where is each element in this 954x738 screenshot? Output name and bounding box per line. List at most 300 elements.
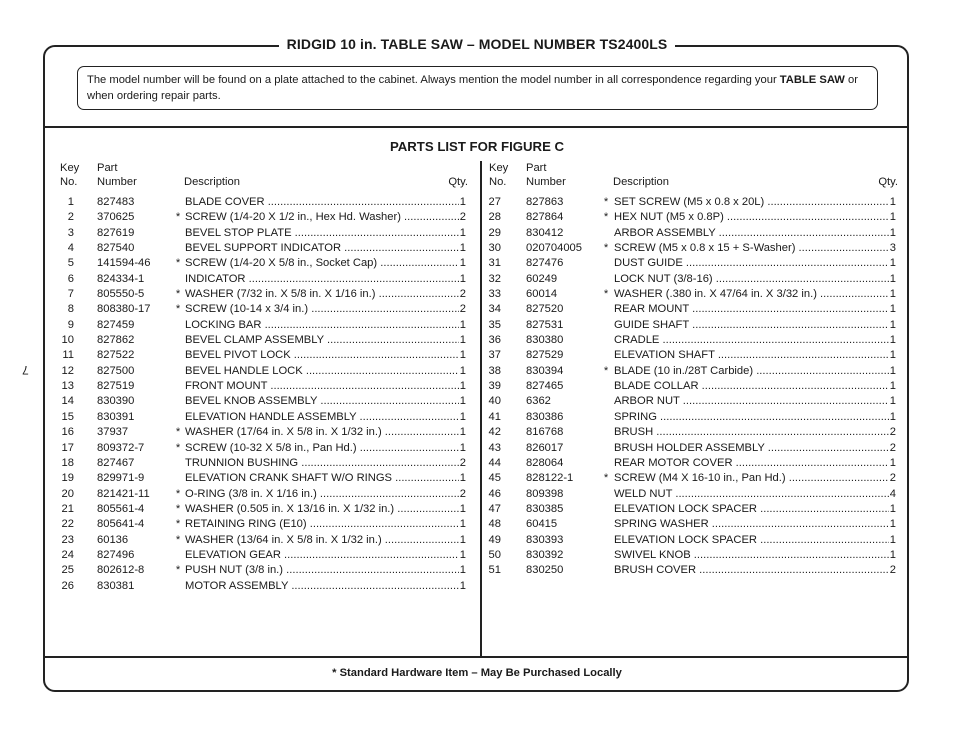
part-row <box>486 318 898 333</box>
footer-note: * Standard Hardware Item – May Be Purchased Locally <box>332 667 622 679</box>
part-row <box>486 226 898 241</box>
part-description: BRUSH COVER ..... <box>614 563 892 578</box>
part-description: BEVEL KNOB ASSEMBLY ..... <box>185 394 463 409</box>
part-number: 805550-5 <box>97 288 145 301</box>
part-quantity: 1 <box>459 256 466 271</box>
column-header <box>56 161 470 195</box>
standard-hardware-mark: * <box>603 211 609 224</box>
standard-hardware-mark: * <box>603 242 609 255</box>
standard-hardware-mark: * <box>603 196 609 208</box>
part-key-number: 14 <box>61 395 74 408</box>
part-description: O-RING (3/8 in. X 1/16 in.) ..... <box>185 487 463 502</box>
part-number: 830391 <box>97 410 135 423</box>
part-number: 827465 <box>526 380 564 393</box>
part-description: LOCKING BAR ..... <box>185 318 463 333</box>
part-quantity: 1 <box>459 394 466 409</box>
part-key-number: 47 <box>488 502 501 515</box>
part-key-number: 48 <box>488 518 501 531</box>
part-quantity: 2 <box>889 471 896 486</box>
standard-hardware-mark: * <box>175 288 181 301</box>
part-quantity: 1 <box>889 333 896 348</box>
part-number: 802612-8 <box>97 564 145 577</box>
part-row <box>56 379 470 394</box>
standard-hardware-mark: * <box>603 472 609 485</box>
part-number: 827483 <box>97 196 135 208</box>
part-quantity: 1 <box>459 533 466 548</box>
part-row <box>56 394 470 409</box>
part-number: 827520 <box>526 303 564 316</box>
part-key-number: 23 <box>61 533 74 546</box>
part-key-number: 35 <box>488 318 501 331</box>
part-number: 827467 <box>97 456 135 469</box>
part-row <box>486 379 898 394</box>
part-quantity: 1 <box>459 548 466 563</box>
part-row <box>56 441 470 456</box>
part-row <box>56 517 470 532</box>
divider-top <box>44 126 908 128</box>
part-description: BLADE (10 in./28T Carbide) ..... <box>614 364 892 379</box>
part-quantity: 3 <box>889 241 896 256</box>
page-header <box>0 36 954 54</box>
part-row <box>56 333 470 348</box>
part-quantity: 1 <box>459 441 466 456</box>
part-quantity: 1 <box>889 287 896 302</box>
part-quantity: 1 <box>459 425 466 440</box>
part-quantity: 1 <box>889 364 896 379</box>
part-quantity: 1 <box>459 195 466 210</box>
note-bold-text: TABLE SAW <box>779 74 845 86</box>
page-number: 7 <box>22 363 29 377</box>
part-number: 827500 <box>97 364 135 377</box>
part-number: 828122-1 <box>526 472 574 485</box>
part-key-number: 24 <box>61 548 74 561</box>
part-quantity: 1 <box>889 256 896 271</box>
part-row <box>56 348 470 363</box>
part-key-number: 5 <box>67 257 74 270</box>
part-quantity: 4 <box>889 487 896 502</box>
part-description: ELEVATION HANDLE ASSEMBLY ..... <box>185 410 463 425</box>
part-number: 827522 <box>97 349 135 362</box>
part-quantity: 1 <box>459 364 466 379</box>
part-number: 827863 <box>526 196 564 208</box>
part-description: BEVEL SUPPORT INDICATOR ..... <box>185 241 463 256</box>
standard-hardware-mark: * <box>175 441 181 454</box>
part-description: BEVEL HANDLE LOCK ..... <box>185 364 463 379</box>
part-key-number: 49 <box>488 533 501 546</box>
part-description: SCREW (10-14 x 3/4 in.) ..... <box>185 302 463 317</box>
part-quantity: 1 <box>889 302 896 317</box>
part-key-number: 51 <box>488 564 501 577</box>
part-quantity: 2 <box>459 302 466 317</box>
part-quantity: 1 <box>889 548 896 563</box>
part-description: WASHER (17/64 in. X 5/8 in. X 1/32 in.) ..... <box>185 425 463 440</box>
part-description: FRONT MOUNT ..... <box>185 379 463 394</box>
part-number: 830412 <box>526 226 564 239</box>
part-key-number: 3 <box>67 226 74 239</box>
part-key-number: 41 <box>488 410 501 423</box>
part-row <box>56 410 470 425</box>
part-quantity: 2 <box>889 425 896 440</box>
part-quantity: 1 <box>889 533 896 548</box>
part-number: 827529 <box>526 349 564 362</box>
part-description: SCREW (1/4-20 X 1/2 in., Hex Hd. Washer) ..... <box>185 210 463 225</box>
part-number: 37937 <box>97 426 129 439</box>
part-number: 60014 <box>526 288 558 301</box>
part-key-number: 22 <box>61 518 74 531</box>
standard-hardware-mark: * <box>175 518 181 531</box>
part-number: 141594-46 <box>97 257 151 270</box>
standard-hardware-mark: * <box>175 533 181 546</box>
part-row <box>486 364 898 379</box>
part-key-number: 2 <box>67 211 74 224</box>
part-description: BLADE COLLAR ..... <box>614 379 892 394</box>
model-number-note <box>77 66 878 110</box>
part-number: 827619 <box>97 226 135 239</box>
part-number: 830394 <box>526 364 564 377</box>
standard-hardware-mark: * <box>175 487 181 500</box>
part-quantity: 1 <box>459 348 466 363</box>
part-quantity: 1 <box>889 210 896 225</box>
part-description: WASHER (.380 in. X 47/64 in. X 3/32 in.) ..... <box>614 287 892 302</box>
part-number: 808380-17 <box>97 303 151 316</box>
part-row <box>56 487 470 502</box>
part-row <box>486 548 898 563</box>
note-text-before: The model number will be found on a plate attached to the cabinet. Always mention the model number in all correspondence regarding your <box>87 74 780 86</box>
part-key-number: 46 <box>488 487 501 500</box>
part-row <box>56 272 470 287</box>
part-key-number: 8 <box>67 303 74 316</box>
part-key-number: 34 <box>488 303 501 316</box>
part-quantity: 1 <box>889 348 896 363</box>
part-description: HEX NUT (M5 x 0.8P) ..... <box>614 210 892 225</box>
part-quantity: 1 <box>459 318 466 333</box>
part-quantity: 1 <box>889 456 896 471</box>
part-description: ELEVATION LOCK SPACER ..... <box>614 533 892 548</box>
part-key-number: 45 <box>488 472 501 485</box>
column-header <box>486 161 898 195</box>
standard-hardware-mark: * <box>175 426 181 439</box>
part-key-number: 15 <box>61 410 74 423</box>
part-row <box>486 456 898 471</box>
part-description: REAR MOUNT ..... <box>614 302 892 317</box>
part-description: BEVEL CLAMP ASSEMBLY ..... <box>185 333 463 348</box>
part-description: SPRING WASHER ..... <box>614 517 892 532</box>
part-description: BLADE COVER ..... <box>185 195 463 210</box>
part-quantity: 2 <box>459 456 466 471</box>
part-number: 827864 <box>526 211 564 224</box>
part-description: BRUSH HOLDER ASSEMBLY ..... <box>614 441 892 456</box>
part-description: ELEVATION SHAFT ..... <box>614 348 892 363</box>
part-row <box>486 410 898 425</box>
part-number: 805561-4 <box>97 502 145 515</box>
part-key-number: 39 <box>488 380 501 393</box>
part-number: 830381 <box>97 579 135 592</box>
part-number: 821421-11 <box>97 487 150 500</box>
part-row <box>56 533 470 548</box>
standard-hardware-mark: * <box>175 502 181 515</box>
part-quantity: 2 <box>889 563 896 578</box>
part-key-number: 42 <box>488 426 501 439</box>
part-number: 809372-7 <box>97 441 145 454</box>
part-quantity: 2 <box>459 210 466 225</box>
part-quantity: 1 <box>459 272 466 287</box>
part-number: 827531 <box>526 318 564 331</box>
part-description: PUSH NUT (3/8 in.) ..... <box>185 563 463 578</box>
part-row <box>56 195 470 210</box>
part-quantity: 1 <box>459 517 466 532</box>
part-number: 370625 <box>97 211 135 224</box>
part-key-number: 12 <box>61 364 74 377</box>
part-description: SWIVEL KNOB ..... <box>614 548 892 563</box>
part-quantity: 1 <box>889 517 896 532</box>
part-row <box>56 456 470 471</box>
part-number: 827476 <box>526 257 564 270</box>
part-description: SCREW (10-32 X 5/8 in., Pan Hd.) ..... <box>185 441 463 456</box>
part-key-number: 31 <box>488 257 501 270</box>
part-description: ARBOR NUT ..... <box>614 394 892 409</box>
part-key-number: 1 <box>67 196 74 208</box>
part-row <box>486 210 898 225</box>
part-key-number: 44 <box>488 456 501 469</box>
part-row <box>486 425 898 440</box>
part-quantity: 1 <box>459 563 466 578</box>
standard-hardware-mark: * <box>175 257 181 270</box>
part-quantity: 1 <box>889 272 896 287</box>
part-number: 60249 <box>526 272 558 285</box>
parts-rows-right <box>486 195 898 579</box>
header-key-line1: Key <box>60 162 80 174</box>
part-row <box>56 226 470 241</box>
part-number: 805641-4 <box>97 518 145 531</box>
part-key-number: 38 <box>488 364 501 377</box>
part-key-number: 50 <box>488 548 501 561</box>
part-key-number: 18 <box>61 456 74 469</box>
part-number: 830386 <box>526 410 564 423</box>
part-row <box>486 394 898 409</box>
part-number: 827540 <box>97 242 135 255</box>
part-quantity: 1 <box>459 471 466 486</box>
part-description: MOTOR ASSEMBLY ..... <box>185 579 463 594</box>
part-key-number: 11 <box>62 349 74 362</box>
part-number: 827862 <box>97 334 135 347</box>
header-title: RIDGID 10 in. TABLE SAW – MODEL NUMBER TS2400LS <box>279 36 676 52</box>
part-number: 830393 <box>526 533 564 546</box>
part-row <box>56 210 470 225</box>
column-divider <box>480 161 482 657</box>
part-row <box>56 563 470 578</box>
part-number: 60415 <box>526 518 558 531</box>
header-part-line2: Number <box>526 176 566 188</box>
part-row <box>486 348 898 363</box>
part-row <box>56 256 470 271</box>
standard-hardware-mark: * <box>175 303 181 316</box>
part-description: SET SCREW (M5 x 0.8 x 20L) ..... <box>614 195 892 210</box>
part-row <box>486 333 898 348</box>
parts-column-right <box>486 161 898 579</box>
header-part-line2: Number <box>97 176 137 188</box>
part-key-number: 33 <box>488 288 501 301</box>
part-quantity: 2 <box>459 487 466 502</box>
standard-hardware-mark: * <box>603 364 609 377</box>
part-number: 829971-9 <box>97 472 145 485</box>
part-number: 816768 <box>526 426 564 439</box>
part-description: SPRING ..... <box>614 410 892 425</box>
part-number: 830392 <box>526 548 564 561</box>
part-description: WASHER (13/64 in. X 5/8 in. X 1/32 in.) ..... <box>185 533 463 548</box>
part-number: 6362 <box>526 395 551 408</box>
part-row <box>486 533 898 548</box>
part-row <box>56 287 470 302</box>
part-key-number: 17 <box>61 441 74 454</box>
part-row <box>56 302 470 317</box>
part-key-number: 4 <box>67 242 74 255</box>
part-description: LOCK NUT (3/8-16) ..... <box>614 272 892 287</box>
part-key-number: 10 <box>61 334 74 347</box>
part-key-number: 21 <box>61 502 74 515</box>
part-description: INDICATOR ..... <box>185 272 463 287</box>
part-key-number: 36 <box>488 334 501 347</box>
part-description: ARBOR ASSEMBLY ..... <box>614 226 892 241</box>
part-quantity: 2 <box>459 287 466 302</box>
header-description: Description <box>184 176 240 188</box>
part-number: 827496 <box>97 548 135 561</box>
part-quantity: 1 <box>459 502 466 517</box>
header-qty: Qty. <box>448 176 468 188</box>
part-quantity: 1 <box>889 195 896 210</box>
part-key-number: 13 <box>61 380 74 393</box>
note-text-after: or when ordering repair parts. <box>87 74 858 102</box>
part-quantity: 1 <box>889 394 896 409</box>
part-description: BEVEL PIVOT LOCK ..... <box>185 348 463 363</box>
part-row <box>486 563 898 578</box>
part-description: WASHER (0.505 in. X 13/16 in. X 1/32 in.) ..... <box>185 502 463 517</box>
part-description: GUIDE SHAFT ..... <box>614 318 892 333</box>
part-quantity: 1 <box>889 379 896 394</box>
part-quantity: 1 <box>459 579 466 594</box>
part-row <box>486 256 898 271</box>
part-description: BRUSH ..... <box>614 425 892 440</box>
part-row <box>486 241 898 256</box>
part-description: SCREW (1/4-20 X 5/8 in., Socket Cap) ..... <box>185 256 463 271</box>
part-quantity: 1 <box>459 333 466 348</box>
part-description: ELEVATION LOCK SPACER ..... <box>614 502 892 517</box>
part-key-number: 32 <box>488 272 501 285</box>
part-number: 827459 <box>97 318 135 331</box>
part-key-number: 9 <box>67 318 74 331</box>
part-key-number: 26 <box>61 579 74 592</box>
part-key-number: 6 <box>67 272 74 285</box>
part-description: BEVEL STOP PLATE ..... <box>185 226 463 241</box>
standard-hardware-mark: * <box>175 564 181 577</box>
part-description: RETAINING RING (E10) ..... <box>185 517 463 532</box>
part-row <box>56 502 470 517</box>
part-number: 826017 <box>526 441 564 454</box>
part-number: 827519 <box>97 380 135 393</box>
header-part-line1: Part <box>526 162 547 174</box>
header-key-line2: No. <box>489 176 507 188</box>
part-description: SCREW (M4 X 16-10 in., Pan Hd.) ..... <box>614 471 892 486</box>
divider-bottom <box>44 656 908 658</box>
part-row <box>56 425 470 440</box>
part-quantity: 1 <box>459 410 466 425</box>
header-description: Description <box>613 176 669 188</box>
part-key-number: 28 <box>488 211 501 224</box>
part-quantity: 1 <box>459 226 466 241</box>
part-number: 830380 <box>526 334 564 347</box>
part-number: 830250 <box>526 564 564 577</box>
part-quantity: 1 <box>889 502 896 517</box>
part-row <box>56 318 470 333</box>
part-quantity: 1 <box>889 410 896 425</box>
part-number: 830390 <box>97 395 135 408</box>
standard-hardware-mark: * <box>603 288 609 301</box>
part-row <box>56 364 470 379</box>
part-row <box>486 471 898 486</box>
part-number: 824334-1 <box>97 272 145 285</box>
part-description: WELD NUT ..... <box>614 487 892 502</box>
part-quantity: 1 <box>889 226 896 241</box>
part-number: 60136 <box>97 533 129 546</box>
part-description: ELEVATION GEAR ..... <box>185 548 463 563</box>
parts-rows-left <box>56 195 470 594</box>
part-description: DUST GUIDE ..... <box>614 256 892 271</box>
part-quantity: 1 <box>889 318 896 333</box>
part-key-number: 43 <box>488 441 501 454</box>
part-number: 828064 <box>526 456 564 469</box>
parts-column-left <box>56 161 470 594</box>
standard-hardware-mark: * <box>175 211 181 224</box>
part-quantity: 1 <box>459 379 466 394</box>
part-quantity: 1 <box>459 241 466 256</box>
part-number: 809398 <box>526 487 564 500</box>
part-row <box>486 517 898 532</box>
part-key-number: 25 <box>61 564 74 577</box>
part-description: CRADLE ..... <box>614 333 892 348</box>
part-row <box>56 548 470 563</box>
part-row <box>56 241 470 256</box>
part-key-number: 16 <box>61 426 74 439</box>
part-key-number: 29 <box>488 226 501 239</box>
part-description: ELEVATION CRANK SHAFT W/O RINGS ..... <box>185 471 463 486</box>
part-key-number: 40 <box>488 395 501 408</box>
part-row <box>486 302 898 317</box>
part-number: 020704005 <box>526 242 582 255</box>
part-key-number: 37 <box>488 349 501 362</box>
part-row <box>486 287 898 302</box>
part-key-number: 20 <box>61 487 74 500</box>
part-row <box>486 441 898 456</box>
header-qty: Qty. <box>878 176 898 188</box>
part-row <box>56 471 470 486</box>
header-key-line1: Key <box>489 162 509 174</box>
part-description: TRUNNION BUSHING ..... <box>185 456 463 471</box>
part-description: SCREW (M5 x 0.8 x 15 + S-Washer) ..... <box>614 241 892 256</box>
part-key-number: 19 <box>61 472 74 485</box>
parts-list-title: PARTS LIST FOR FIGURE C <box>389 139 565 154</box>
header-key-line2: No. <box>60 176 78 188</box>
part-row <box>486 195 898 210</box>
part-row <box>486 272 898 287</box>
part-key-number: 27 <box>488 196 501 208</box>
part-description: REAR MOTOR COVER ..... <box>614 456 892 471</box>
part-key-number: 7 <box>67 288 74 301</box>
part-key-number: 30 <box>488 242 501 255</box>
part-row <box>486 487 898 502</box>
part-quantity: 2 <box>889 441 896 456</box>
part-description: WASHER (7/32 in. X 5/8 in. X 1/16 in.) ..... <box>185 287 463 302</box>
part-row <box>486 502 898 517</box>
part-number: 830385 <box>526 502 564 515</box>
